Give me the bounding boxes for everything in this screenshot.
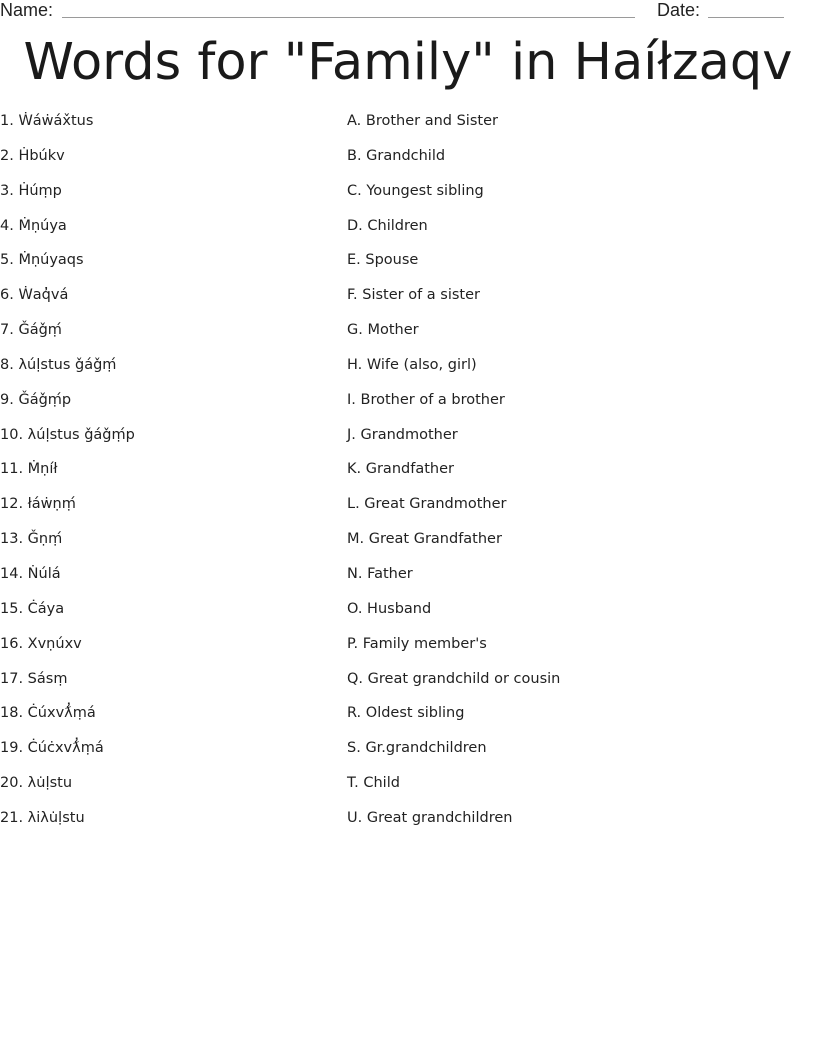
word-item [0,668,135,703]
meaning-item [347,737,560,772]
name-field[interactable] [62,17,635,18]
word-item-number: 9. [0,391,14,408]
meaning-item-number: A. [347,113,362,129]
word-item-number: 6. [0,287,14,304]
meaning-item-text: Grandfather [365,461,454,478]
meaning-item-number: F. [347,287,358,304]
meaning-item [347,284,560,319]
word-item-text: Ǧṇṃ́ [27,531,63,548]
word-item-text: Ǧáǧṃ́ [18,322,62,339]
word-item-text: Ṅúlá [27,565,61,582]
meaning-item-number: I. [347,391,356,408]
meaning-item-number: D. [347,217,363,234]
word-item-number: 12. [0,496,24,513]
meaning-item [347,633,560,668]
word-item-text: Ǧáǧṃ́p [18,391,72,408]
word-item-text: łáẇṇṃ́ [27,496,76,513]
word-item [0,737,135,772]
meaning-item-text: Children [367,217,428,234]
meaning-item-number: C. [347,182,362,199]
meaning-item [347,424,560,459]
word-item-text: λu̇ḷstu [27,775,73,792]
word-item-text: Ẇáẇáx̌tus [18,113,94,129]
word-item [0,110,135,145]
word-item-number: 17. [0,670,24,687]
meaning-item-text: Gr.grandchildren [365,740,487,757]
meaning-item [347,249,560,284]
word-item [0,319,135,354]
word-item-text: Xvṇúxv [27,635,82,652]
word-item-number: 2. [0,147,14,164]
meaning-item-number: R. [347,705,362,722]
word-item-text: Ċúċxvƛ̓ṃá [27,740,104,757]
word-item [0,215,135,250]
meaning-item-text: Oldest sibling [365,705,465,722]
word-item [0,145,135,180]
meaning-item-number: B. [347,147,362,164]
meaning-item-number: H. [347,356,363,373]
meaning-item-text: Child [363,775,400,792]
meaning-item [347,389,560,424]
word-item-text: Ṁṇúyaqs [18,252,84,269]
meaning-item-number: T. [347,775,359,792]
meaning-item [347,668,560,703]
meaning-item [347,180,560,215]
word-item-text: λiλu̇ḷstu [27,809,85,826]
meaning-item-text: Spouse [365,252,419,269]
meaning-item [347,563,560,598]
meaning-item-number: K. [347,461,362,478]
word-item [0,702,135,737]
meaning-item-text: Mother [367,322,419,339]
word-item-number: 8. [0,356,14,373]
meaning-item [347,702,560,737]
word-item-text: Ċúxvƛ̓ṃá [27,705,96,722]
word-item-number: 11. [0,461,24,478]
meaning-item-text: Sister of a sister [362,287,480,304]
meaning-item [347,354,560,389]
word-item [0,807,135,842]
meaning-item-number: O. [347,600,363,617]
meaning-item-text: Brother and Sister [365,113,498,129]
word-item-text: Ċáya [27,600,65,617]
word-item [0,563,135,598]
meaning-item [347,145,560,180]
word-item-number: 10. [0,426,24,443]
meaning-item-number: M. [347,531,365,548]
word-item-number: 21. [0,809,24,826]
meaning-item-number: Q. [347,670,364,687]
meaning-item [347,458,560,493]
meanings-list [347,110,560,842]
meaning-item-text: Great Grandfather [368,531,502,548]
word-item-text: Ṁṇíł [27,461,58,478]
word-item [0,389,135,424]
meaning-item-text: Husband [367,600,432,617]
meaning-item [347,110,560,145]
meaning-item-text: Great grandchild or cousin [367,670,561,687]
word-item [0,528,135,563]
meaning-item-text: Family member's [362,635,487,652]
word-item-number: 5. [0,252,14,269]
page-title: Words for "Family" in Haíłzaqv [23,33,793,92]
meaning-item-number: P. [347,635,359,652]
meaning-item-number: L. [347,496,360,513]
name-label: Name: [0,0,54,20]
meaning-item-number: E. [347,252,361,269]
meaning-item-text: Grandmother [360,426,458,443]
word-item [0,354,135,389]
meaning-item-text: Great grandchildren [366,809,513,826]
meaning-item [347,528,560,563]
date-label: Date: [657,0,701,20]
word-item-text: Ṁṇúya [18,217,67,234]
meaning-item-text: Youngest sibling [366,182,484,199]
meaning-item-number: U. [347,809,363,826]
word-item-number: 16. [0,635,24,652]
meaning-item-text: Great Grandmother [364,496,507,513]
meaning-item [347,215,560,250]
meaning-item [347,598,560,633]
meaning-item-number: S. [347,740,361,757]
meaning-item [347,319,560,354]
word-item-text: Ḣúṃp [18,182,62,199]
word-item [0,598,135,633]
word-item-text: λúḷstus ǧáǧṃ́ [18,356,117,373]
word-item-text: Sásṃ [27,670,68,687]
word-item-number: 18. [0,705,24,722]
word-item [0,772,135,807]
word-item [0,458,135,493]
meaning-item [347,807,560,842]
word-item [0,424,135,459]
meaning-item-text: Father [367,565,413,582]
word-item-number: 19. [0,740,24,757]
word-item [0,633,135,668]
word-item-number: 20. [0,775,24,792]
meaning-item-number: N. [347,565,363,582]
word-item-number: 14. [0,565,24,582]
words-list [0,110,135,842]
word-item-number: 13. [0,531,24,548]
word-item [0,284,135,319]
meaning-item [347,493,560,528]
meaning-item-number: J. [347,426,356,443]
meaning-item-text: Wife (also, girl) [366,356,477,373]
worksheet-header [0,0,816,24]
word-item-text: λúḷstus ǧáǧṃ́p [27,426,135,443]
meaning-item-number: G. [347,322,363,339]
date-field[interactable] [708,17,784,18]
word-item-number: 1. [0,113,14,129]
word-item-text: Ḣbúkv [18,147,65,164]
word-item-number: 15. [0,600,24,617]
word-item-number: 4. [0,217,14,234]
meaning-item-text: Grandchild [366,147,446,164]
word-item [0,493,135,528]
word-item [0,249,135,284]
meaning-item [347,772,560,807]
word-item-number: 7. [0,322,14,339]
meaning-item-text: Brother of a brother [360,391,505,408]
word-item-text: Ẇaq̓vá [18,287,69,304]
word-item-number: 3. [0,182,14,199]
word-item [0,180,135,215]
